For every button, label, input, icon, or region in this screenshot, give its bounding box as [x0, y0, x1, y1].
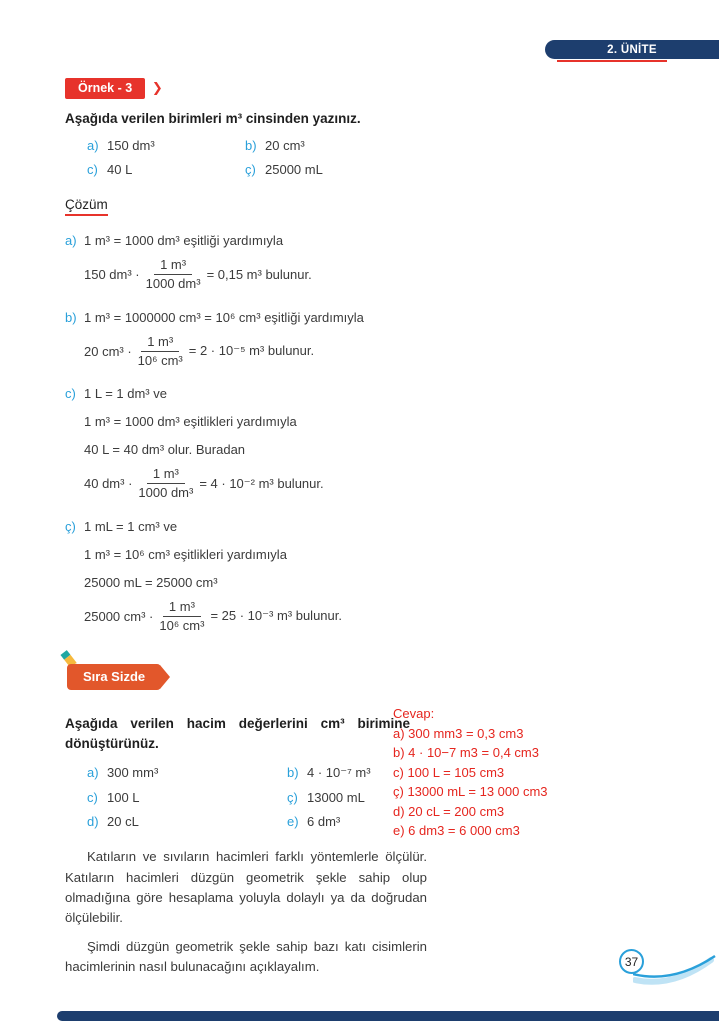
equation-prefix: 25000 cm³ · — [84, 608, 154, 624]
item-value: 4 · 10⁻⁷ m³ — [307, 765, 371, 781]
example-question: Aşağıda verilen birimleri m³ cinsinden yazınız. — [65, 111, 361, 126]
equation-prefix: 20 cm³ · — [84, 343, 132, 359]
fraction — [159, 599, 204, 635]
solution-heading: Çözüm — [65, 197, 108, 216]
solution-step-c — [65, 385, 664, 502]
solution-step-cc — [65, 518, 664, 635]
chevron-right-icon: ❯ — [151, 80, 163, 95]
item-label: e) — [287, 814, 299, 830]
item-label: b) — [245, 138, 257, 153]
item-value: 100 L — [107, 790, 140, 806]
practice-question: Aşağıda verilen hacim değerlerini cm³ birimine dönüştürünüz. — [65, 716, 410, 751]
step-line — [84, 546, 664, 563]
step-label: c) — [65, 386, 76, 401]
answer-line: ç) 13000 mL = 13 000 cm3 — [393, 784, 548, 799]
item-label: ç) — [245, 162, 256, 177]
fraction-numerator: 1 m³ — [147, 466, 185, 484]
equation-suffix: = 4 · 10⁻² m³ bulunur. — [199, 475, 324, 491]
equation-suffix: = 2 · 10⁻⁵ m³ bulunur. — [188, 343, 315, 359]
fraction-denominator: 1000 dm³ — [138, 485, 194, 501]
unit-badge — [545, 40, 719, 59]
practice-section — [65, 664, 664, 838]
item-value: 6 dm³ — [307, 814, 341, 830]
page-number-area — [619, 949, 644, 974]
step-label: a) — [65, 233, 77, 248]
item-value: 40 L — [107, 162, 133, 177]
equation — [84, 257, 664, 293]
item-label: a) — [87, 138, 99, 153]
page-content — [65, 78, 664, 978]
equation-suffix: = 0,15 m³ bulunur. — [206, 267, 312, 283]
item-label: c) — [87, 790, 98, 806]
item-value: 20 cL — [107, 814, 139, 830]
body-paragraph: Katıların ve sıvıların hacimleri farklı yöntemlerle ölçülür. Katıların hacimleri düzgün geometrik şekle sahip olup olmadığına göre hesaplama yoluyla dolaylı ya da doğrudan ölçülebilir. — [65, 849, 427, 926]
fraction — [138, 334, 183, 370]
fraction — [138, 466, 193, 502]
practice-badge-wrap — [67, 664, 161, 690]
equation — [84, 599, 664, 635]
list-item — [87, 790, 287, 805]
equation-prefix: 150 dm³ · — [84, 267, 140, 283]
step-text: 1 m³ = 1000000 cm³ = 10⁶ cm³ eşitliği yardımıyla — [84, 309, 364, 325]
fraction-denominator: 1000 dm³ — [145, 276, 201, 292]
step-label: ç) — [65, 518, 76, 534]
answer-line: c) 100 L = 105 cm3 — [393, 764, 505, 780]
step-line — [84, 441, 664, 458]
solution-step-b — [65, 309, 664, 370]
example-badge: Örnek - 3 — [65, 78, 145, 99]
bottom-bar — [57, 1011, 719, 1021]
answer-annotation — [393, 704, 573, 841]
fraction-denominator: 10⁶ cm³ — [137, 352, 183, 368]
equation — [84, 466, 664, 502]
answer-title: Cevap: — [393, 706, 435, 721]
list-item — [87, 162, 245, 177]
equation — [84, 334, 664, 370]
step-text: 25000 mL = 25000 cm³ — [84, 574, 218, 590]
practice-badge: Sıra Sizde — [67, 664, 161, 690]
item-label: a) — [87, 765, 99, 781]
solution-step-a — [65, 232, 664, 293]
step-label: b) — [65, 309, 77, 325]
step-line — [65, 232, 664, 249]
item-value: 13000 mL — [307, 790, 365, 806]
answer-line: e) 6 dm3 = 6 000 cm3 — [393, 823, 520, 838]
item-value: 20 cm³ — [265, 138, 305, 153]
item-value: 300 mm³ — [107, 765, 159, 781]
item-label: d) — [87, 814, 99, 830]
answer-line: b) 4 · 10−7 m3 = 0,4 cm3 — [393, 745, 539, 760]
list-item — [87, 814, 287, 829]
example-badge-row — [65, 78, 664, 99]
list-item — [87, 138, 245, 153]
item-label: c) — [87, 162, 98, 177]
answer-line: a) 300 mm3 = 0,3 cm3 — [393, 725, 524, 741]
example-item-list — [87, 138, 447, 177]
step-text: 1 m³ = 1000 dm³ eşitlikleri yardımıyla — [84, 414, 297, 429]
step-text: 1 L = 1 dm³ ve — [84, 386, 167, 401]
unit-label: 2. ÜNİTE — [607, 43, 657, 56]
fraction — [146, 257, 201, 293]
step-text: 1 mL = 1 cm³ ve — [84, 518, 178, 534]
fraction-numerator: 1 m³ — [163, 599, 201, 617]
fraction-numerator: 1 m³ — [154, 257, 192, 275]
body-paragraph: Şimdi düzgün geometrik şekle sahip bazı katı cisimlerin hacimlerinin nasıl bulunacağını açıklayalım. — [65, 938, 427, 975]
step-text: 1 m³ = 1000 dm³ eşitliği yardımıyla — [84, 233, 284, 248]
fraction-denominator: 10⁶ cm³ — [159, 617, 205, 633]
answer-line: d) 20 cL = 200 cm3 — [393, 803, 505, 819]
item-value: 25000 mL — [265, 162, 323, 177]
swoosh-decoration — [633, 954, 719, 988]
step-text: 40 L = 40 dm³ olur. Buradan — [84, 442, 246, 457]
step-line — [84, 413, 664, 430]
fraction-numerator: 1 m³ — [141, 334, 179, 352]
item-label: ç) — [287, 790, 298, 806]
list-item — [245, 162, 447, 177]
step-line — [84, 574, 664, 591]
step-line — [65, 309, 664, 326]
equation-prefix: 40 dm³ · — [84, 476, 133, 492]
page-number: 37 — [619, 949, 644, 974]
list-item — [245, 138, 447, 153]
step-line — [65, 385, 664, 402]
equation-suffix: = 25 · 10⁻³ m³ bulunur. — [210, 608, 342, 624]
step-line — [65, 518, 664, 535]
list-item — [87, 765, 287, 781]
item-value: 150 dm³ — [107, 138, 155, 153]
item-label: b) — [287, 765, 299, 781]
step-text: 1 m³ = 10⁶ cm³ eşitlikleri yardımıyla — [84, 546, 287, 562]
